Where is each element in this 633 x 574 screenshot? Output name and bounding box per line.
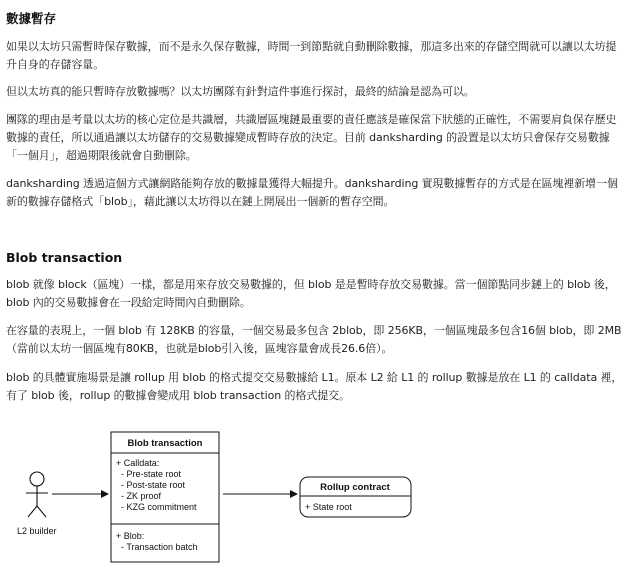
blob-item: - Transaction batch xyxy=(121,542,198,552)
paragraph: 如果以太坊只需暫時保存數據，而不是永久保存數據，時間一到節點就自動刪除數據，那這多出來的存儲空間就可以讓以太坊提升自身的存儲容量。 xyxy=(6,40,617,71)
calldata-header: + Calldata: xyxy=(116,458,160,468)
calldata-item: - Post-state root xyxy=(121,480,186,490)
blob-header: + Blob: xyxy=(116,531,145,541)
rollup-box-title: Rollup contract xyxy=(320,482,390,493)
blob-box-title: Blob transaction xyxy=(127,438,203,449)
calldata-item: - ZK proof xyxy=(121,491,162,501)
paragraph: 但以太坊真的能只暫時存放數據嗎？以太坊團隊有針對這件事進行探討，最終的結論是認為可以。 xyxy=(6,85,475,98)
paragraph: blob 就像 block（區塊）一樣，都是用來存放交易數據的，但 blob 是是暫時存放交易數據。當一個節點同步鏈上的 blob 後，blob 內的交易數據會在一段給定時間內自動刪除。 xyxy=(6,278,616,309)
section-title-data-storage: 數據暫存 xyxy=(6,11,57,26)
paragraph: 在容量的表現上，一個 blob 有 128KB 的容量，一個交易最多包含 2blob，即 256KB，一個區塊最多包含16個 blob，即 2MB（當前以太坊一個區塊有80KB，也就是blob引入後，區塊容量會成長26.6倍）。 xyxy=(6,324,622,355)
paragraph: blob 的具體實施場景是讓 rollup 用 blob 的格式提交交易數據給 L1。原本 L2 給 L1 的 rollup 數據是放在 L1 的 calldata 裡，有了 blob 後，rollup 的數據會變成用 blob transaction 的格式提交。 xyxy=(6,371,623,402)
section-title-blob-transaction: Blob transaction xyxy=(6,250,123,265)
calldata-item: - Pre-state root xyxy=(121,469,182,479)
l2-builder-label: L2 builder xyxy=(17,526,57,536)
calldata-item: - KZG commitment xyxy=(121,502,197,512)
paragraph: danksharding 透過這個方式讓網路能夠存放的數據量獲得大幅提升。danksharding 實現數據暫存的方式是在區塊裡新增一個新的數據存儲格式「blob」，藉此讓以太坊得以在鏈上開展出一個新的暫存空間。 xyxy=(6,177,618,208)
l2-builder-actor-icon xyxy=(26,472,48,517)
paragraph: 團隊的理由是考量以太坊的核心定位是共識層，共識層區塊鏈最重要的責任應該是確保當下狀態的正確性，不需要肩負保存歷史數據的責任，所以通過讓以太坊儲存的交易數據變成暫時存放的決定。目前 danksharding 的設置是以太坊只會保存交易數據「一個月」，超過期限後就會自動刪除。 xyxy=(6,113,617,162)
rollup-field-state-root: + State root xyxy=(305,502,352,512)
